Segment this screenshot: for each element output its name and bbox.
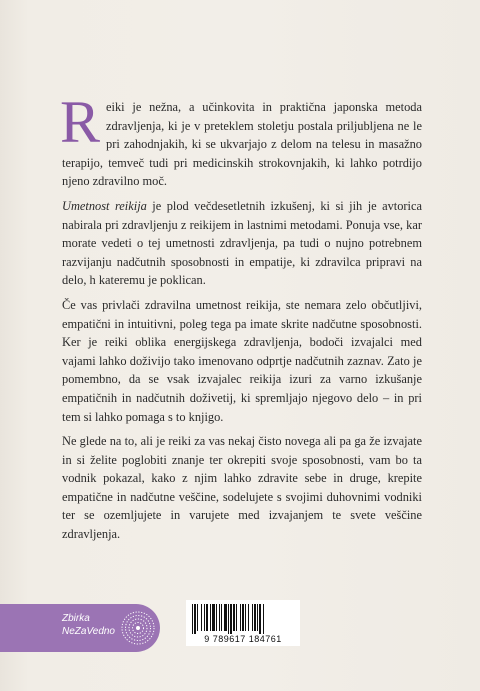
paragraph-2: [62, 197, 422, 290]
barcode-bar: [257, 604, 258, 631]
barcode-bar: [236, 604, 237, 631]
barcode-bar: [242, 604, 244, 631]
barcode-bar: [228, 604, 229, 634]
barcode-bar: [245, 604, 246, 631]
barcode-bar: [204, 604, 205, 631]
barcode-bar: [240, 604, 241, 631]
paragraph-1-text: eiki je nežna, a učinkovita in praktična japonska metoda zdravljenja, ki je v preteklem stoletju postala priljubljena ne le pri zahodnjakih, ki se ukvarjajo z delom na telesu in masažno terapijo, temveč tudi pri medicinskih strokovnjakih, ki lahko potrdijo njeno zdravilno moč.: [62, 100, 422, 189]
barcode-bar: [252, 604, 253, 631]
barcode-bar: [248, 604, 249, 631]
drop-cap: R: [60, 89, 101, 155]
barcode-bar: [216, 604, 217, 631]
series-line-2: NeZaVedno: [62, 626, 115, 637]
barcode-bar: [233, 604, 235, 631]
series-label: [62, 612, 115, 638]
paragraph-2-text: je plod večdesetletnih izkušenj, ki si jih je avtorica nabirala pri zdravljenju z reikijem in lastnimi metodami. Ponuja vse, kar morate vedeti o tej umetnosti zdravljenja, pa tudi o nujno potrebnem razvijanju nadčutnih sposobnosti in empatije, ki zdravilca pripravi na delo, h kateremu je poklican.: [62, 198, 422, 288]
barcode-bars: [192, 604, 294, 634]
isbn-number: 9 789617 184761: [204, 634, 282, 644]
barcode-bar: [224, 604, 227, 631]
barcode-bar: [210, 604, 211, 631]
barcode-bar: [206, 604, 208, 631]
book-title-italic: Umetnost reikija: [62, 198, 147, 213]
barcode-bar: [192, 604, 193, 634]
barcode-bar: [219, 604, 220, 631]
paragraph-3: Če vas privlači zdravilna umetnost reikija, ste nemara zelo občutljivi, empatični in intuitivni, poleg tega pa imate skrite nadčutne sposobnosti. Ker je reiki oblika energijskega zdravljenja, bodoči izvajalci med vajami lahko doživijo tako imenovano odprtje nadčutnih zaznav. Zato je pomembno, da se vsak izvajalec reikija izuri za varno izkušanje empatičnih in nadčutnih doživetij, ki spremljajo njegovo delo – in pri tem si lahko pomaga s to knjigo.: [62, 297, 422, 424]
barcode-bar: [259, 604, 261, 634]
paragraph-4: Ne glede na to, ali je reiki za vas nekaj čisto novega ali pa ga že izvajate in si želite poglobiti znanje ter okrepiti svoje sposobnosti, vam bo ta vodnik pokazal, kako z njim lahko zdravite sebe in druge, krepite empatične in nadčutne veščine, sodelujete s svojimi duhovnimi vodniki ter se ozemljujete in varujete med izvajanjem te svete veščine zdravljenja.: [62, 434, 422, 542]
barcode-bar: [212, 604, 215, 631]
series-line-1: Zbirka: [62, 613, 90, 624]
barcode-bar: [197, 604, 198, 631]
series-badge: [0, 604, 160, 652]
blurb-text: [60, 89, 422, 550]
barcode-bar: [263, 604, 264, 634]
barcode-bar: [254, 604, 256, 631]
barcode-bar: [230, 604, 232, 634]
barcode-bar: [221, 604, 222, 631]
barcode-bar: [201, 604, 202, 631]
barcode-bar: [194, 604, 196, 634]
paragraph-1: [60, 89, 422, 191]
spiral-logo-icon: [120, 610, 156, 646]
barcode: [186, 600, 300, 646]
